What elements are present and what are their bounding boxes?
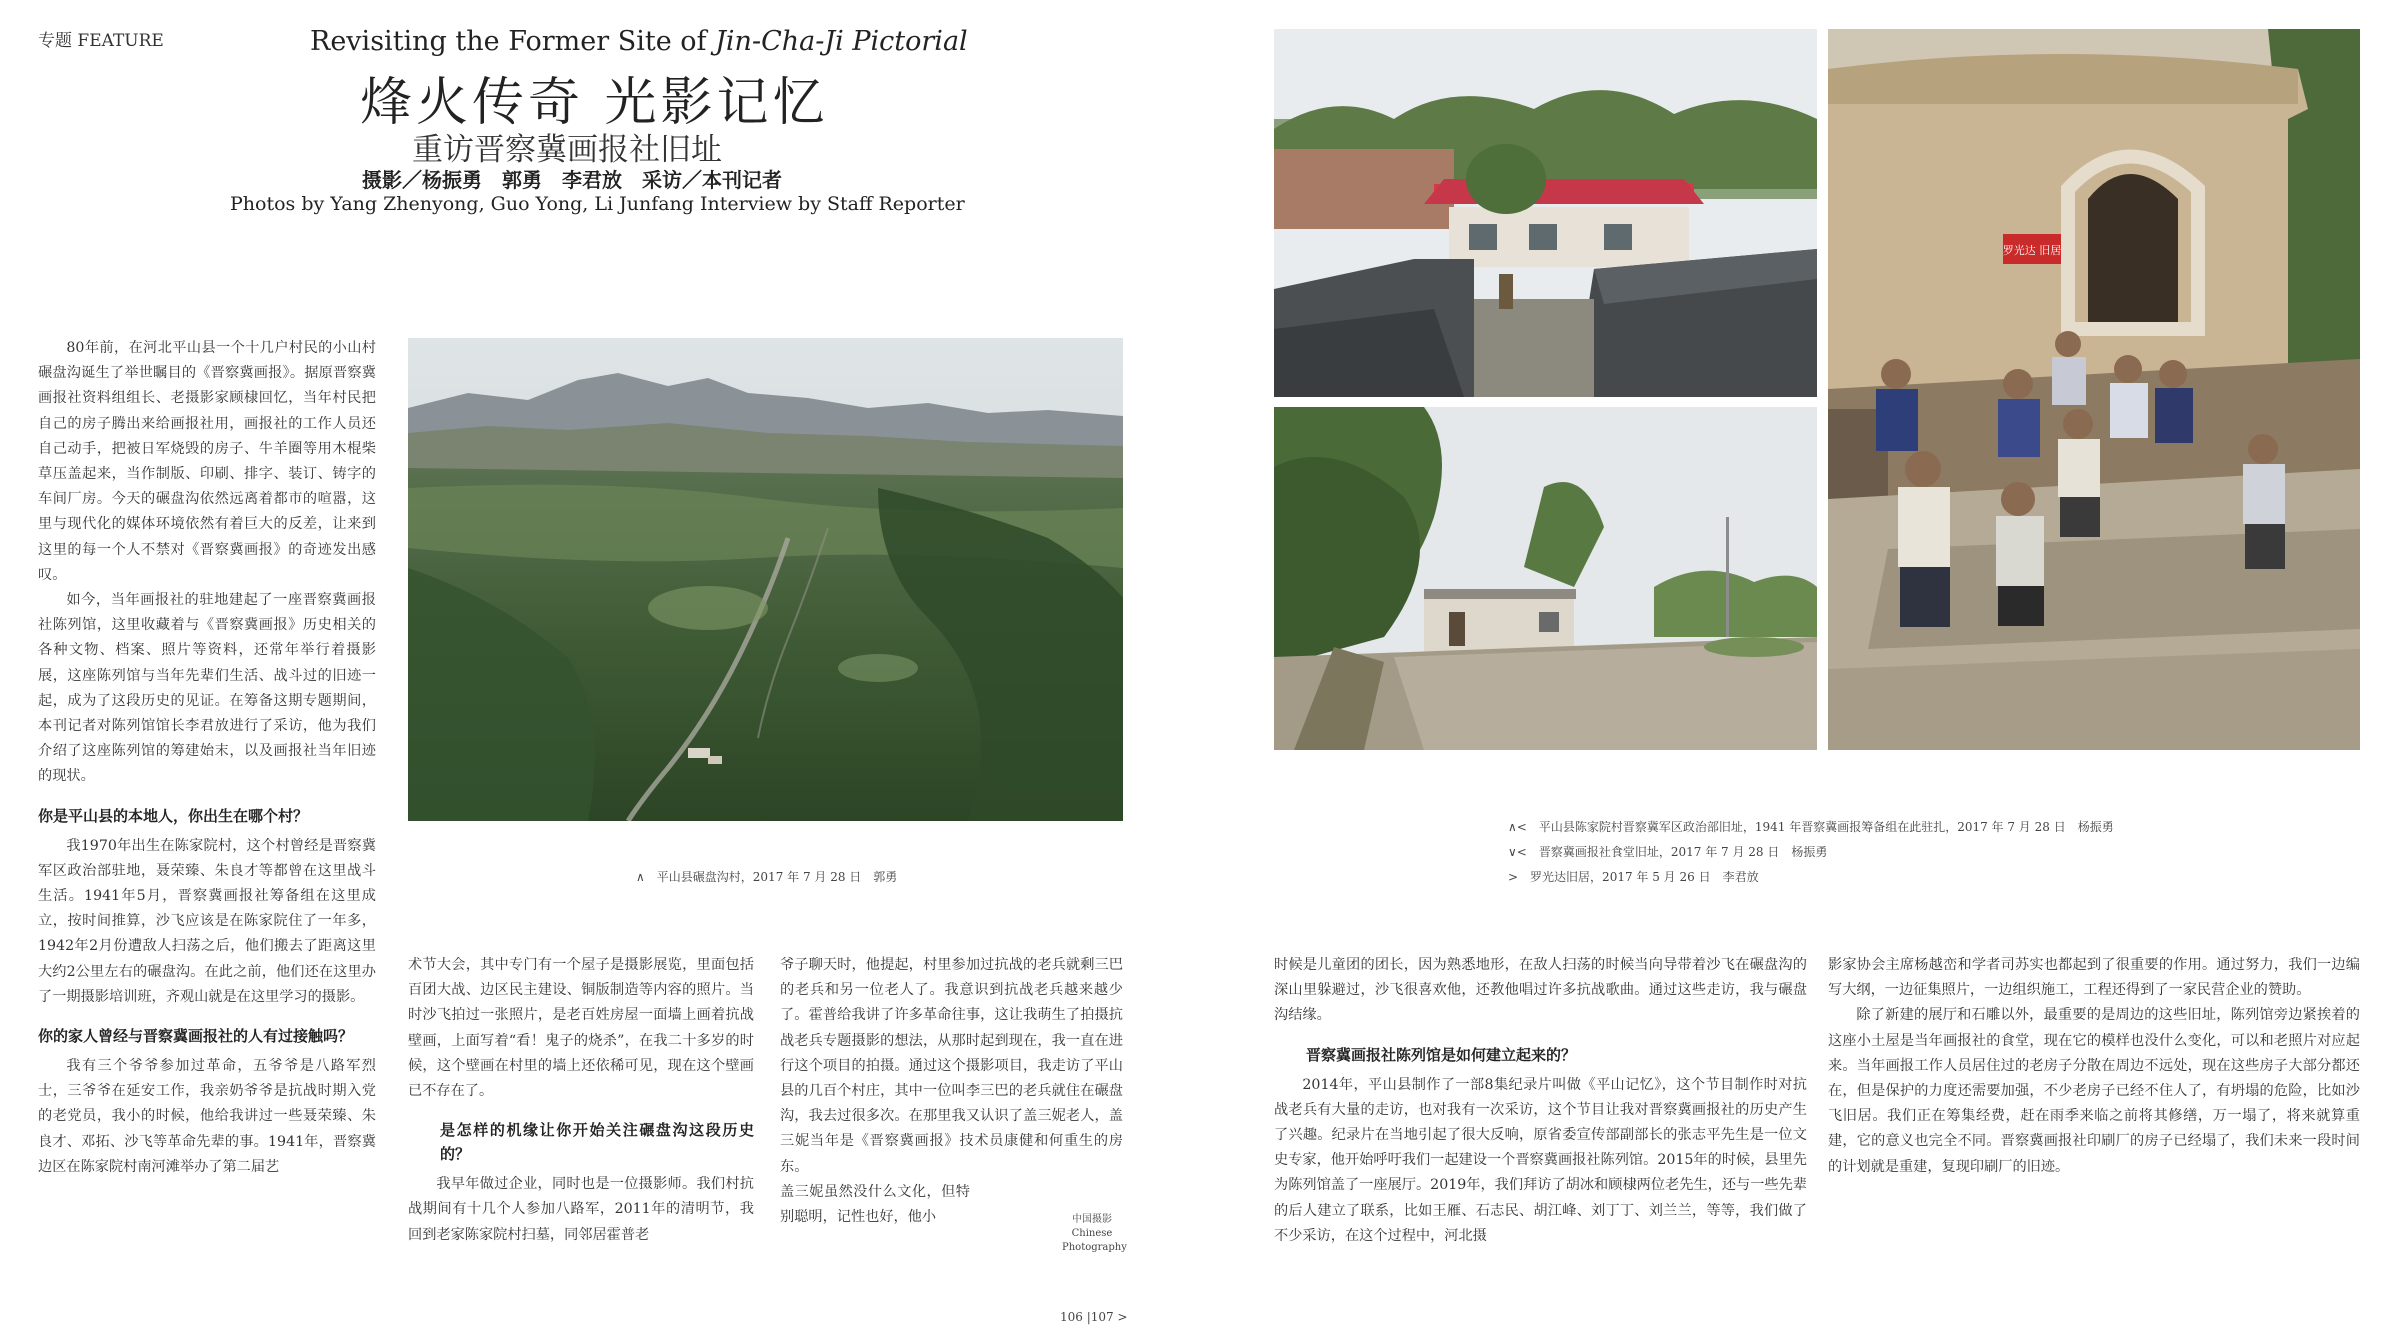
question-heading: 你的家人曾经与晋察冀画报社的人有过接触吗？: [38, 1027, 354, 1046]
magazine-logo-english-1: Chinese: [1071, 1228, 1113, 1239]
body-paragraph: 影家协会主席杨越峦和学者司苏实也都起到了很重要的作用。通过努力，我们一边编写大纲，一边征集照片，一边组织施工，工程还得到了一家民营企业的赞助。: [1828, 957, 2360, 999]
english-title-prefix: Revisiting the Former Site of: [310, 26, 716, 57]
magazine-logo: [1062, 1213, 1127, 1255]
body-paragraph: 除了新建的展厅和石雕以外，最重要的是周边的这些旧址，陈列馆旁边紧挨着的这座小土屋是当年画报社的食堂，现在它的模样也没什么变化，可以和老照片对应起来。当年画报工作人员居住过的老房子分散在周边不远处，现在这些房子大部分都还在，但是保护的力度还需要加强，不少老房子已经不住人了，有坍塌的危险，比如沙飞旧居。我们正在筹集经费，赶在雨季来临之前将其修缮，万一塌了，将来就算重建，它的意义也完全不同。晋察冀画报社印刷厂的房子已经塌了，我们未来一段时间的计划就是重建，复现印刷厂的旧迹。: [1828, 1007, 2360, 1175]
valley-landscape-photo: [408, 338, 1123, 821]
villagers-old-residence-photo: [1828, 29, 2360, 750]
photo-caption: ∧ 平山县碾盘沟村，2017 年 7 月 28 日 郭勇: [636, 870, 898, 884]
courtyard-red-roof-photo: [1274, 29, 1817, 397]
article-column-4: [1274, 953, 1807, 1249]
article-column-3: [780, 953, 1123, 1230]
answer-paragraph: 我1970年出生在陈家院村，这个村曾经是晋察冀军区政治部驻地，聂荣臻、朱良才等都曾在这里战斗生活。1941年5月，晋察冀画报社筹备组在这里成立，按时间推算，沙飞应该是在陈家院住了一年多，1942年2月份遭敌人扫荡之后，他们搬去了距离这里大约2公里左右的碾盘沟。在此之前，他们还在这里办了一期摄影培训班，齐观山就是在这里学习的摄影。: [38, 837, 376, 1005]
answer-paragraph: 2014年，平山县制作了一部8集纪录片叫做《平山记忆》，这个节目制作时对抗战老兵有大量的走访，也对我有一次采访，这个节目让我对晋察冀画报社的历史产生了兴趣。纪录片在当地引起了很大反响，原省委宣传部副部长的张志平先生是一位文史专家，他开始呼吁我们一起建设一个晋察冀画报社陈列馆。2015年的时候，县里先为陈列馆盖了一座展厅。2019年，我们拜访了胡冰和顾棣两位老先生，还与一些先辈的后人建立了联系，比如王雁、石志民、胡江峰、刘丁丁、刘兰兰，等等，我们做了不少采访，在这个过程中，河北摄: [1274, 1076, 1807, 1244]
article-column-5: [1828, 953, 2360, 1180]
intro-paragraph-2: 如今，当年画报社的驻地建起了一座晋察冀画报社陈列馆，这里收藏着与《晋察冀画报》历史相关的各种文物、档案、照片等资料，还常年举行着摄影展，这座陈列馆与当年先辈们生活、战斗过的旧迹一起，成为了这段历史的见证。在筹备这期专题期间，本刊记者对陈列馆馆长李君放进行了采访，他为我们介绍了这座陈列馆的筹建始末，以及画报社当年旧迹的现状。: [38, 592, 376, 785]
english-title: [310, 26, 968, 57]
question-heading: 你是平山县的本地人，你出生在哪个村？: [38, 806, 309, 825]
body-paragraph: 爷子聊天时，他提起，村里参加过抗战的老兵就剩三巴的老兵和另一位老人了。我意识到抗战老兵越来越少了。霍普给我讲了许多革命往事，这让我萌生了拍摄抗战老兵专题摄影的想法，从那时起到现在，我一直在进行这个项目的拍摄。通过这个摄影项目，我走访了平山县的几百个村庄，其中一位叫李三巴的老兵就住在碾盘沟，我去过很多次。在那里我又认识了盖三妮老人，盖三妮当年是《晋察冀画报》技术员康健和何重生的房东。: [780, 957, 1123, 1175]
canteen-house-photo: [1274, 407, 1817, 750]
page-numbers: 106 |107 >: [1060, 1310, 1128, 1324]
credits-english: Photos by Yang Zhenyong, Guo Yong, Li Junfang Interview by Staff Reporter: [230, 193, 965, 215]
answer-paragraph: 我早年做过企业，同时也是一位摄影师。我们村抗战期间有十几个人参加八路军，2011年的清明节，我回到老家陈家院村扫墓，同邻居霍普老: [408, 1176, 754, 1243]
residence-sign-text: 罗光达 旧居: [2002, 244, 2062, 257]
article-column-1: [38, 336, 376, 1180]
question-heading: 是怎样的机缘让你开始关注碾盘沟这段历史的？: [440, 1121, 754, 1164]
villagers-image: [1828, 29, 2360, 750]
body-paragraph: 时候是儿童团的团长，因为熟悉地形，在敌人扫荡的时候当向导带着沙飞在碾盘沟的深山里躲避过，沙飞很喜欢他，还教他唱过许多抗战歌曲。通过这些走访，我与碾盘沟结缘。: [1274, 957, 1807, 1024]
canteen-image: [1274, 407, 1817, 750]
photo-caption: > 罗光达旧居，2017 年 5 月 26 日 李君放: [1508, 870, 1759, 884]
courtyard-image: [1274, 29, 1817, 397]
photo-caption: ∧< 平山县陈家院村晋察冀军区政治部旧址，1941 年晋察冀画报筹备组在此驻扎，2017 年 7 月 28 日 杨振勇: [1508, 820, 2114, 834]
article-column-2: [408, 953, 754, 1248]
body-paragraph: 术节大会，其中专门有一个屋子是摄影展览，里面包括百团大战、边区民主建设、铜版制造等内容的照片。当时沙飞拍过一张照片，是老百姓房屋一面墙上画着抗战壁画，上面写着“看！鬼子的烧杀”，在我二十多岁的时候，这个壁画在村里的墙上还依稀可见，现在这个壁画已不存在了。: [408, 957, 754, 1100]
question-heading: 晋察冀画报社陈列馆是如何建立起来的？: [1306, 1045, 1577, 1064]
english-title-italic: Jin-Cha-Ji Pictorial: [715, 26, 968, 57]
body-paragraph: 盖三妮虽然没什么文化，但特别聪明，记性也好，他小: [780, 1183, 970, 1226]
page-title: 烽火传奇 光影记忆: [360, 73, 829, 133]
magazine-logo-english-2: Photography: [1062, 1242, 1127, 1253]
valley-landscape-image: [408, 338, 1123, 821]
credits-chinese: 摄影／杨振勇 郭勇 李君放 采访／本刊记者: [362, 168, 782, 192]
answer-paragraph: 我有三个爷爷参加过革命，五爷爷是八路军烈士，三爷爷在延安工作，我亲奶爷爷是抗战时期入党的老党员，我小的时候，他给我讲过一些聂荣臻、朱良才、邓拓、沙飞等革命先辈的事。1941年，晋察冀边区在陈家院村南河滩举办了第二届艺: [38, 1058, 376, 1175]
section-label: 专题 FEATURE: [38, 31, 164, 51]
magazine-logo-chinese: 中国摄影: [1072, 1214, 1112, 1225]
photo-caption: ∨< 晋察冀画报社食堂旧址，2017 年 7 月 28 日 杨振勇: [1508, 845, 1828, 859]
page-subtitle: 重访晋察冀画报社旧址: [412, 132, 722, 168]
intro-paragraph-1: 80年前，在河北平山县一个十几户村民的小山村碾盘沟诞生了举世瞩目的《晋察冀画报》。据原晋察冀画报社资料组组长、老摄影家顾棣回忆，当年村民把自己的房子腾出来给画报社用，画报社的工作人员还自己动手，把被日军烧毁的房子、牛羊圈等用木棍柴草压盖起来，当作制版、印刷、排字、装订、铸字的车间厂房。今天的碾盘沟依然远离着都市的喧嚣，这里与现代化的媒体环境依然有着巨大的反差，让来到这里的每一个人不禁对《晋察冀画报》的奇迹发出感叹。: [38, 340, 376, 583]
